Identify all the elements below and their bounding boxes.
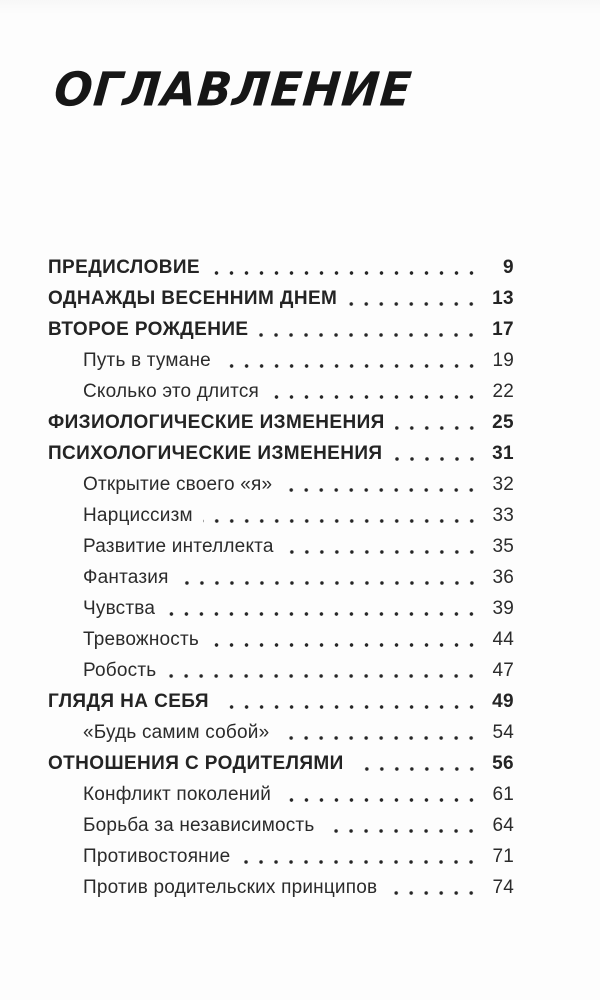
dot-leader	[354, 767, 479, 771]
toc-entry-page: 9	[503, 256, 514, 278]
dot-leader	[393, 457, 480, 461]
toc-entry-label: ФИЗИОЛОГИЧЕСКИЕ ИЗМЕНЕНИЯ	[48, 411, 385, 433]
toc-entry	[48, 500, 514, 531]
toc-entry-label: ПРЕДИСЛОВИЕ	[48, 256, 201, 278]
toc-entry	[48, 655, 514, 686]
dot-leader	[179, 581, 479, 585]
toc-entry	[48, 748, 514, 779]
toc-entry-label: ГЛЯДЯ НА СЕБЯ	[48, 690, 209, 712]
toc-entry-label: ПСИХОЛОГИЧЕСКИЕ ИЗМЕНЕНИЯ	[48, 442, 383, 464]
toc-entry-page: 32	[492, 473, 514, 495]
toc-entry	[48, 407, 514, 438]
toc-entry-page: 56	[492, 752, 514, 774]
toc-entry-page: 31	[492, 442, 514, 464]
toc-entry-label: ОДНАЖДЫ ВЕСЕННИМ ДНЕМ	[48, 287, 338, 309]
dot-leader	[395, 426, 479, 430]
toc-entry-label: Сколько это длится	[83, 380, 260, 402]
toc-entry	[48, 779, 514, 810]
toc-entry-page: 13	[492, 287, 514, 309]
dot-leader	[240, 860, 479, 864]
dot-leader	[279, 736, 479, 740]
toc-entry	[48, 686, 514, 717]
toc-entry	[48, 810, 514, 841]
toc-entry	[48, 283, 514, 314]
toc-entry	[48, 841, 514, 872]
toc-entry-page: 25	[492, 411, 514, 433]
dot-leader	[166, 674, 479, 678]
dot-leader	[209, 643, 479, 647]
toc-entry-page: 64	[492, 814, 514, 836]
toc-entry-page: 33	[492, 504, 514, 526]
toc-entry-page: 35	[492, 535, 514, 557]
dot-leader	[282, 488, 479, 492]
toc-entry	[48, 593, 514, 624]
toc-entry	[48, 717, 514, 748]
toc-entry-label: ВТОРОЕ РОЖДЕНИЕ	[48, 318, 249, 340]
toc-entry-page: 19	[492, 349, 514, 371]
toc-entry	[48, 872, 514, 903]
toc-list	[48, 252, 514, 903]
dot-leader	[387, 891, 479, 895]
toc-entry-page: 61	[492, 783, 514, 805]
toc-entry-page: 54	[492, 721, 514, 743]
dot-leader	[165, 612, 479, 616]
toc-entry	[48, 531, 514, 562]
toc-entry	[48, 345, 514, 376]
toc-entry-label: Нарциссизм	[83, 504, 193, 526]
page-title: ОГЛАВЛЕНИЕ	[52, 61, 415, 117]
dot-leader	[221, 364, 479, 368]
toc-entry-label: Противостояние	[83, 845, 231, 867]
toc-entry	[48, 469, 514, 500]
toc-entry-page: 47	[492, 659, 514, 681]
dot-leader	[284, 550, 479, 554]
toc-entry-page: 44	[492, 628, 514, 650]
toc-entry-label: ОТНОШЕНИЯ С РОДИТЕЛЯМИ	[48, 752, 344, 774]
toc-entry-label: Конфликт поколений	[83, 783, 272, 805]
toc-entry	[48, 376, 514, 407]
toc-entry	[48, 252, 514, 283]
toc-entry	[48, 314, 514, 345]
toc-entry-page: 74	[492, 876, 514, 898]
toc-entry-label: Тревожность	[83, 628, 199, 650]
dot-leader	[347, 302, 479, 306]
toc-entry-label: Борьба за независимость	[83, 814, 315, 836]
toc-entry-label: Робость	[83, 659, 157, 681]
dot-leader	[281, 798, 479, 802]
dot-leader	[258, 333, 479, 337]
dot-leader	[219, 705, 479, 709]
toc-entry-page: 17	[492, 318, 514, 340]
toc-entry-page: 39	[492, 597, 514, 619]
toc-entry-page: 71	[492, 845, 514, 867]
toc-entry-page: 36	[492, 566, 514, 588]
toc-entry-page: 49	[492, 690, 514, 712]
toc-entry	[48, 438, 514, 469]
toc-entry-label: Против родительских принципов	[83, 876, 378, 898]
toc-entry	[48, 562, 514, 593]
dot-leader	[269, 395, 479, 399]
dot-leader	[324, 829, 479, 833]
toc-entry-label: Открытие своего «я»	[83, 473, 273, 495]
toc-entry-label: Путь в тумане	[83, 349, 211, 371]
toc-entry-label: Фантазия	[83, 566, 169, 588]
dot-leader	[210, 271, 479, 275]
dot-leader	[203, 519, 479, 523]
toc-entry-label: Чувства	[83, 597, 156, 619]
toc-entry-label: «Будь самим собой»	[83, 721, 270, 743]
toc-entry-label: Развитие интеллекта	[83, 535, 274, 557]
toc-entry	[48, 624, 514, 655]
toc-entry-page: 22	[492, 380, 514, 402]
